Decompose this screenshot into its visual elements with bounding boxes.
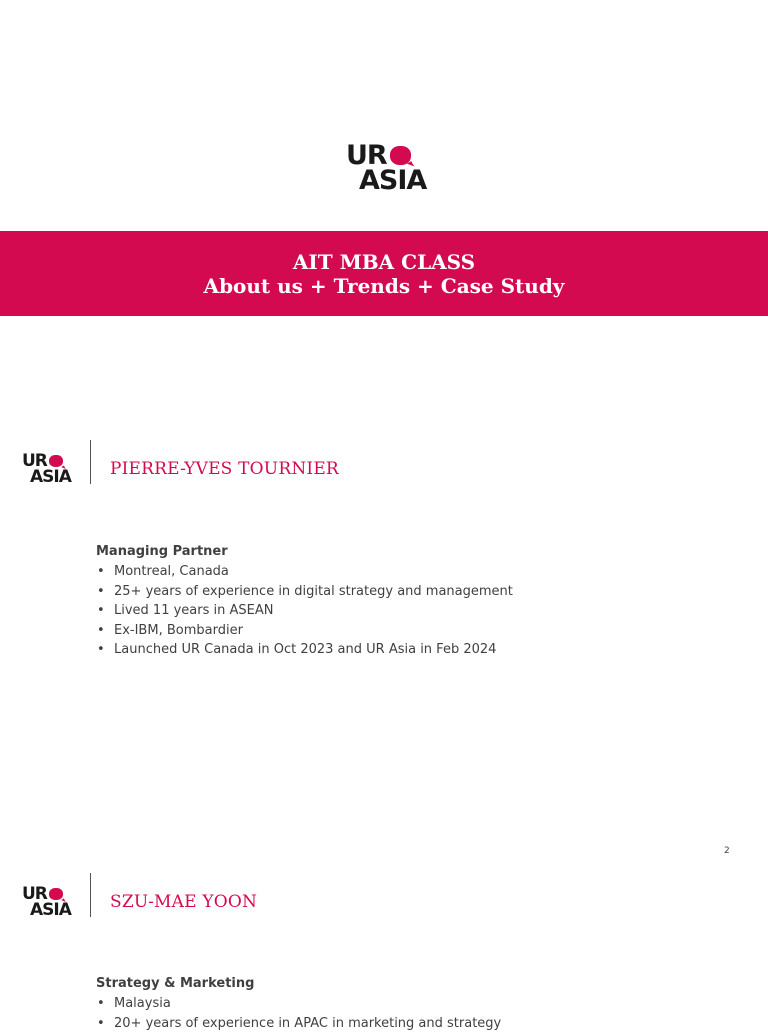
logo-text-ur: UR	[22, 453, 47, 469]
ur-asia-logo	[346, 143, 426, 193]
list-item: • Lived 11 years in ASEAN	[96, 601, 513, 621]
speech-bubble-icon	[49, 888, 63, 900]
banner-title: AIT MBA CLASS	[0, 250, 768, 274]
speech-bubble-icon	[49, 455, 63, 467]
vertical-divider	[90, 873, 91, 917]
list-item: • Montreal, Canada	[96, 562, 513, 582]
person-name: PIERRE-YVES TOURNIER	[110, 459, 339, 479]
logo-text-asia: ASIA	[30, 469, 71, 485]
logo-text-ur: UR	[346, 143, 387, 168]
person-name: SZU-MAE YOON	[110, 892, 257, 912]
speech-bubble-icon	[390, 146, 411, 165]
title-banner	[0, 231, 768, 316]
list-item: • 20+ years of experience in APAC in marketing and strategy	[96, 1014, 501, 1033]
list-item: • Launched UR Canada in Oct 2023 and UR Asia in Feb 2024	[96, 640, 513, 660]
banner-subtitle: About us + Trends + Case Study	[0, 274, 768, 298]
page-number: 2	[724, 846, 730, 856]
list-item: • 25+ years of experience in digital strategy and management	[96, 582, 513, 602]
person-role: Strategy & Marketing	[96, 976, 254, 991]
ur-asia-logo-small	[22, 886, 71, 918]
logo-text-ur: UR	[22, 886, 47, 902]
bullet-list	[96, 994, 501, 1033]
list-item: • Ex-IBM, Bombardier	[96, 621, 513, 641]
list-item: • Malaysia	[96, 994, 501, 1014]
person-role: Managing Partner	[96, 544, 228, 559]
vertical-divider	[90, 440, 91, 484]
bullet-list	[96, 562, 513, 660]
ur-asia-logo-small	[22, 453, 71, 485]
logo-text-asia: ASIA	[30, 902, 71, 918]
logo-text-asia: ASIA	[359, 168, 426, 193]
